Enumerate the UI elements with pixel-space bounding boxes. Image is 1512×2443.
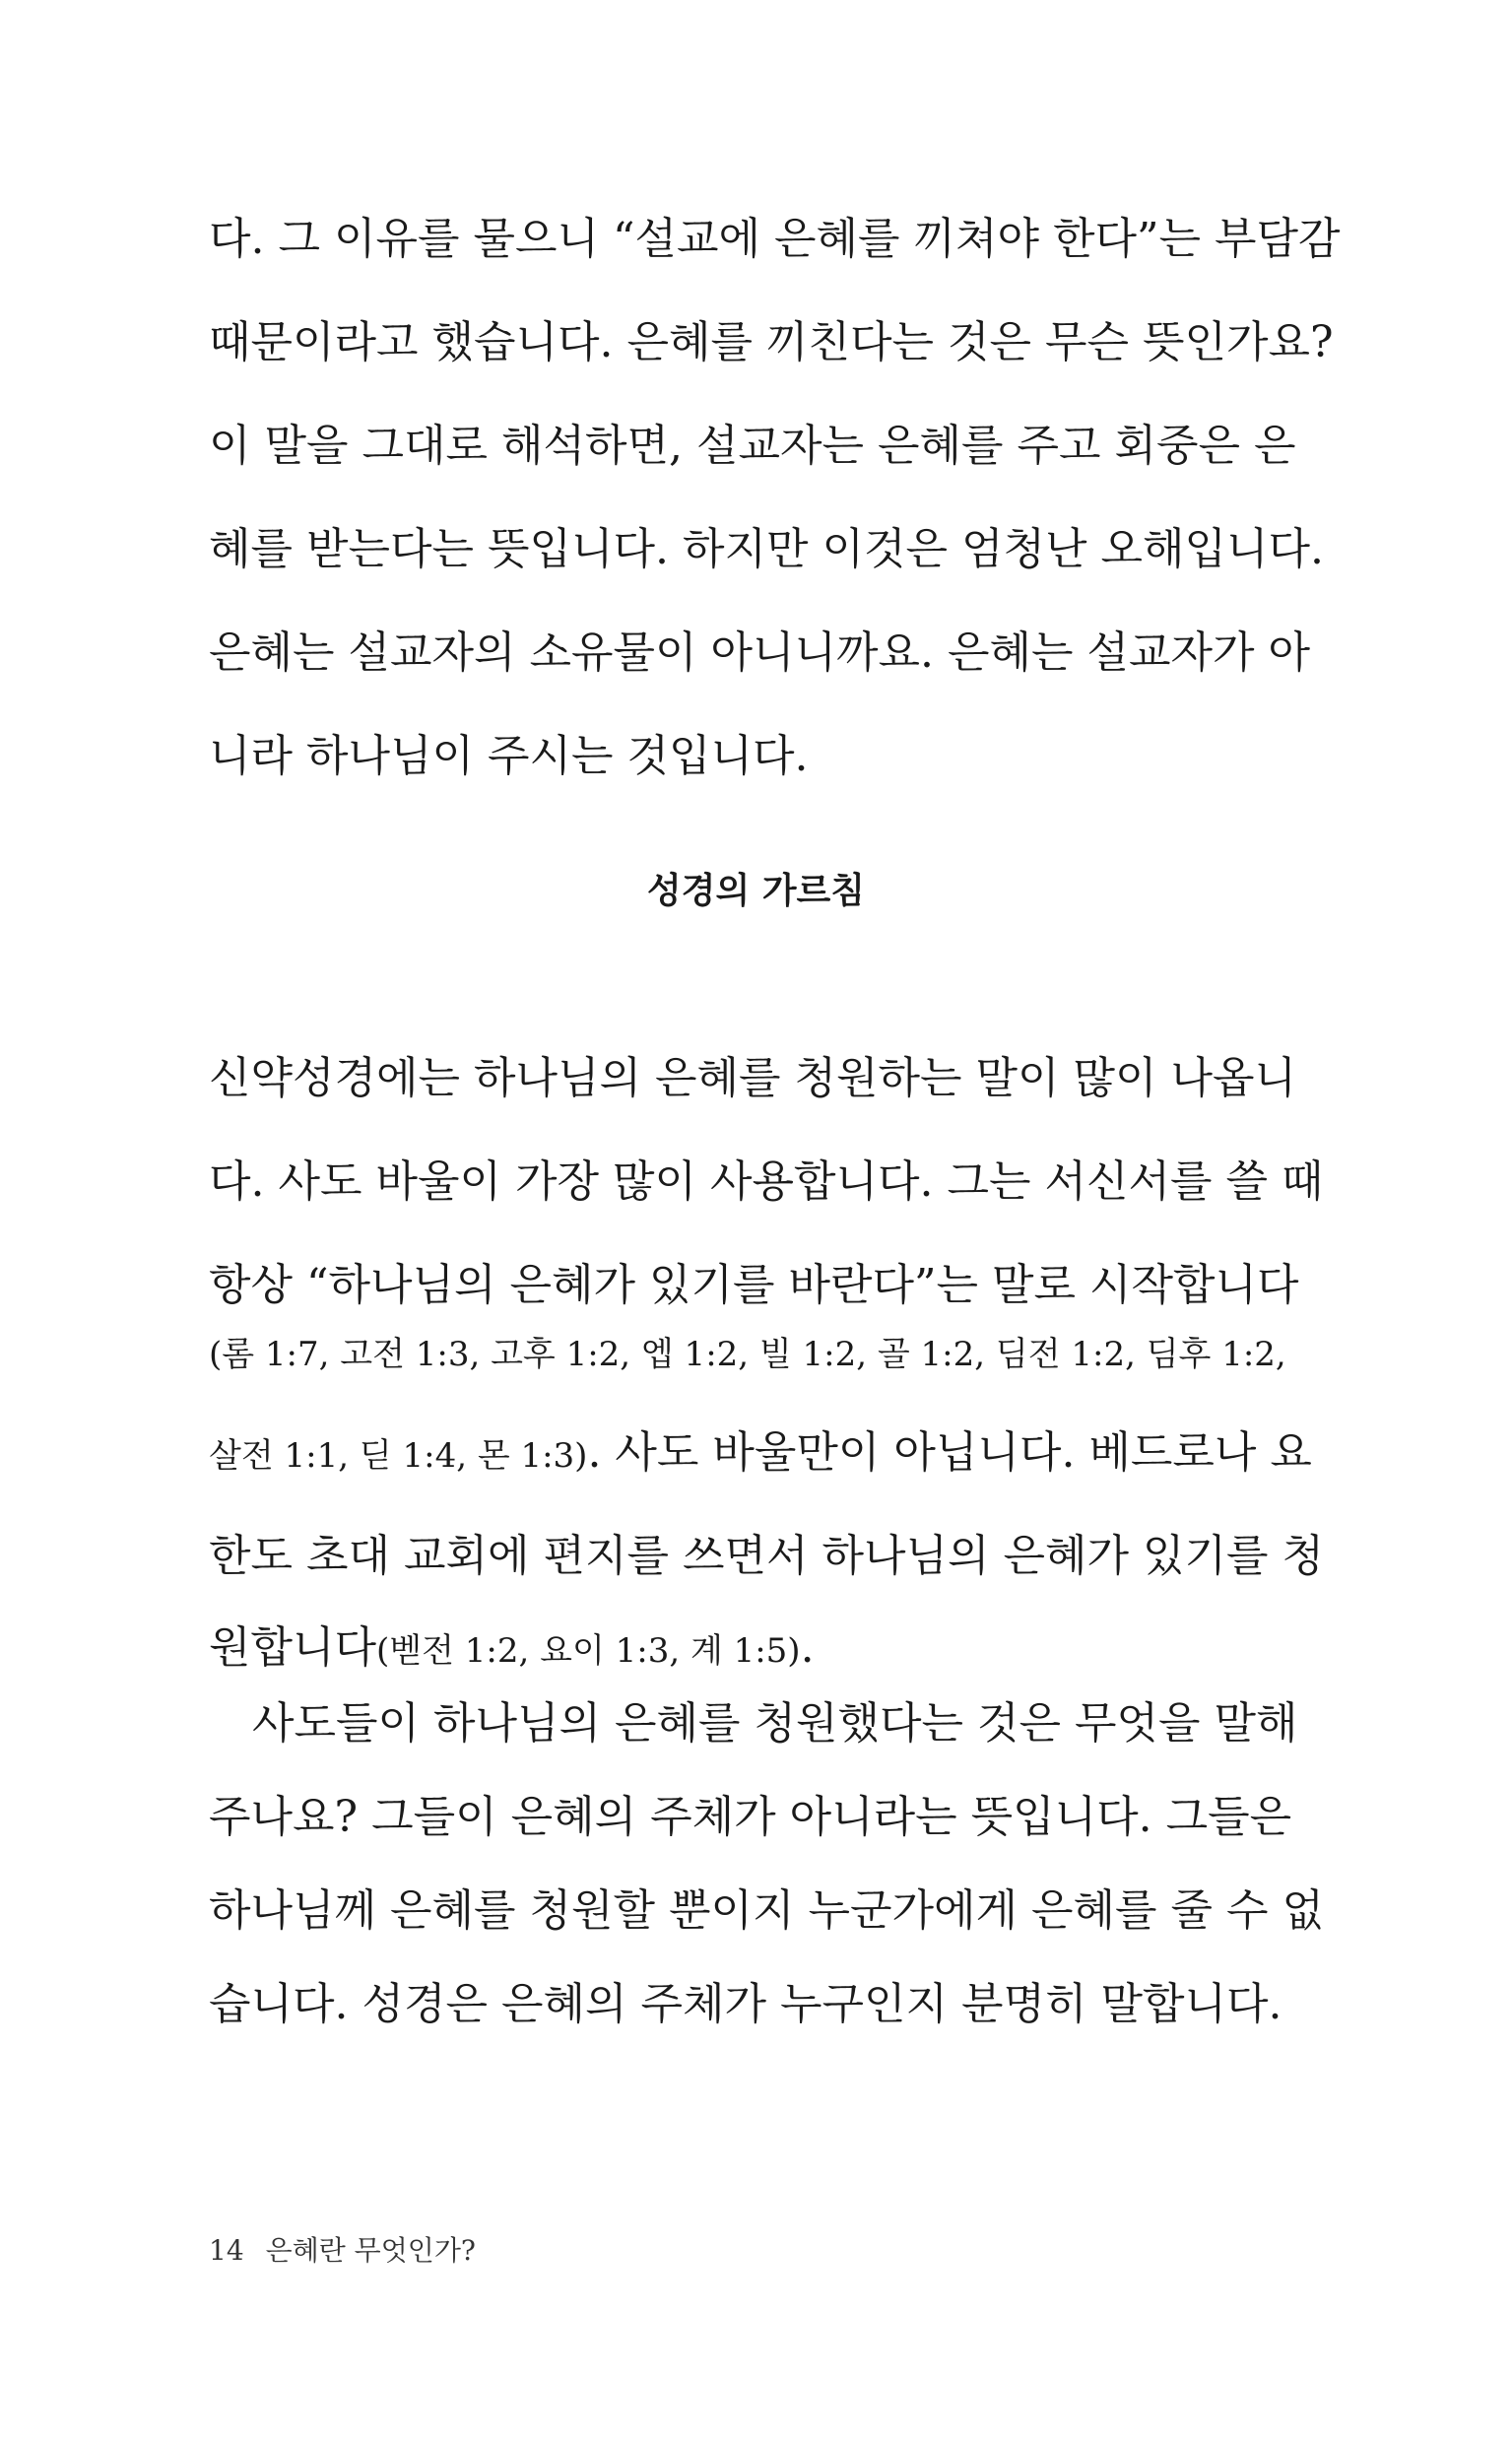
paragraph-2-line-2: 다. 사도 바울이 가장 많이 사용합니다. 그는 서신서를 쓸 때	[209, 1156, 1324, 1207]
paragraph-1-line-6: 니라 하나님이 주시는 것입니다.	[209, 731, 809, 781]
paragraph-2-line-1: 신약성경에는 하나님의 은혜를 청원하는 말이 많이 나옵니	[209, 1053, 1297, 1103]
paragraph-1-line-3: 이 말을 그대로 해석하면, 설교자는 은혜를 주고 회중은 은	[209, 421, 1296, 471]
paragraph-2-line-5-text: . 사도 바울만이 아닙니다. 베드로나 요	[587, 1427, 1312, 1478]
paragraph-3-line-3: 하나님께 은혜를 청원할 뿐이지 누군가에게 은혜를 줄 수 없	[209, 1885, 1324, 1936]
section-heading: 성경의 가르침	[646, 871, 866, 911]
paragraph-2-line-3: 항상 “하나님의 은혜가 있기를 바란다”는 말로 시작합니다	[209, 1260, 1299, 1310]
paragraph-2-line-6: 한도 초대 교회에 편지를 쓰면서 하나님의 은혜가 있기를 청	[209, 1531, 1324, 1581]
paragraph-2-line-7-end: .	[800, 1622, 815, 1673]
page-number: 14	[209, 2234, 244, 2267]
paragraph-2-line-4-reference: (롬 1:7, 고전 1:3, 고후 1:2, 엡 1:2, 빌 1:2, 골 1:2, 딤전 1:2, 딤후 1:2,	[209, 1335, 1286, 1374]
scripture-reference: 살전 1:1, 딛 1:4, 몬 1:3)	[209, 1436, 588, 1476]
paragraph-1-line-5: 은혜는 설교자의 소유물이 아니니까요. 은혜는 설교자가 아	[209, 627, 1310, 678]
page-footer	[209, 2231, 476, 2271]
paragraph-3-line-4: 습니다. 성경은 은혜의 주체가 누구인지 분명히 말합니다.	[209, 1979, 1282, 2029]
scripture-reference: (벧전 1:2, 요이 1:3, 계 1:5)	[376, 1631, 801, 1671]
paragraph-2-line-5	[209, 1423, 1312, 1486]
paragraph-3-line-1: 사도들이 하나님의 은혜를 청원했다는 것은 무엇을 말해	[252, 1698, 1298, 1749]
paragraph-3-line-2: 주나요? 그들이 은혜의 주체가 아니라는 뜻입니다. 그들은	[209, 1792, 1292, 1842]
paragraph-1-line-2: 때문이라고 했습니다. 은혜를 끼친다는 것은 무슨 뜻인가요?	[209, 317, 1334, 367]
running-title: 은혜란 무엇인가?	[265, 2234, 476, 2267]
paragraph-1-line-1: 다. 그 이유를 물으니 “설교에 은혜를 끼쳐야 한다”는 부담감	[209, 214, 1341, 264]
paragraph-2-line-7-text: 원합니다	[209, 1622, 377, 1673]
paragraph-1-line-4: 혜를 받는다는 뜻입니다. 하지만 이것은 엄청난 오해입니다.	[209, 524, 1324, 574]
paragraph-2-line-7	[209, 1618, 1223, 1681]
